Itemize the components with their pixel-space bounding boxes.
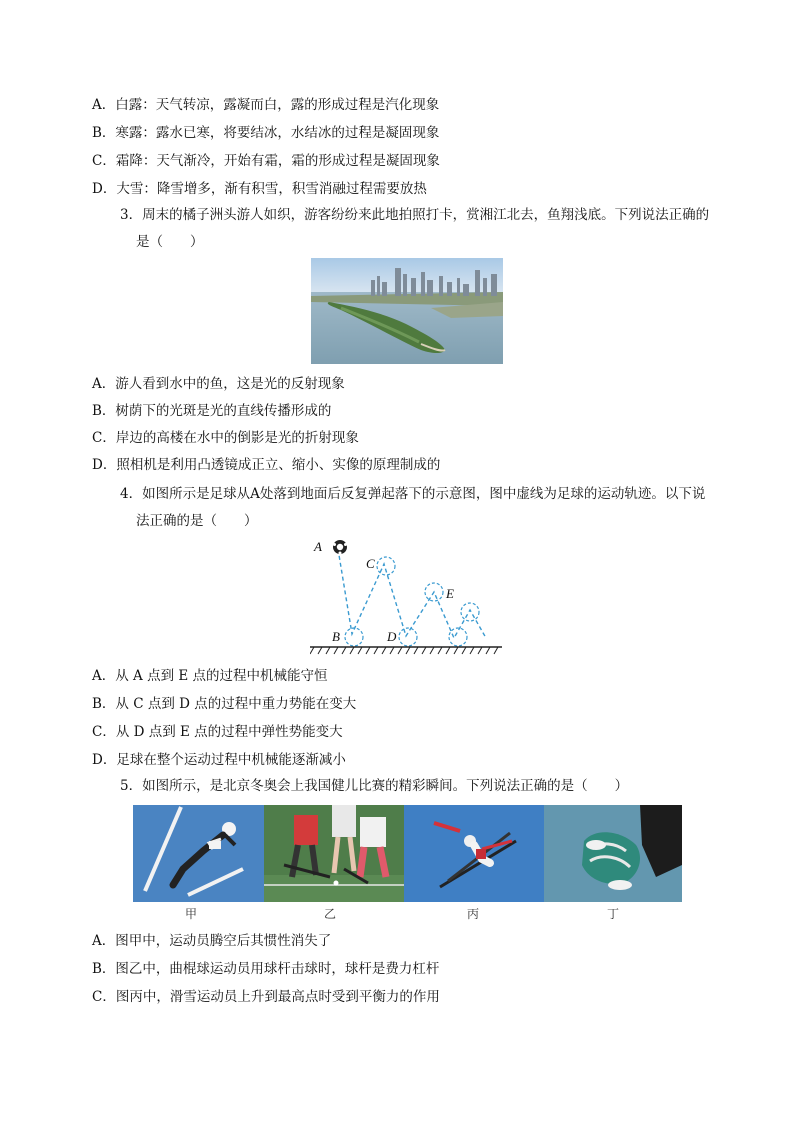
- ball-position-6: [461, 603, 479, 621]
- label-b: B: [332, 629, 340, 644]
- q3-stem-line2: 是（ ）: [136, 234, 204, 250]
- photo-ding-skating: [544, 805, 682, 902]
- q2-option-b: B．寒露：露水已寒，将要结冰，水结冰的过程是凝固现象: [92, 125, 440, 141]
- label-a: A: [314, 539, 322, 554]
- q5-option-c: C．图丙中，滑雪运动员上升到最高点时受到平衡力的作用: [92, 989, 440, 1005]
- photo-yi-hockey: [264, 805, 404, 902]
- q5-option-a: A．图甲中，运动员腾空后其惯性消失了: [92, 933, 332, 949]
- orange-island-illustration: [311, 258, 503, 364]
- caption-jia: 甲: [185, 907, 198, 921]
- caption-ding: 丁: [607, 907, 620, 921]
- q2-option-d: D．大雪：降雪增多，渐有积雪，积雪消融过程需要放热: [92, 181, 427, 197]
- ball-position-b: [345, 628, 363, 646]
- ball-bounce-diagram: [310, 534, 506, 658]
- q4-option-c: C．从 D 点到 E 点的过程中弹性势能变大: [92, 724, 343, 740]
- q3-stem-line1: 3．周末的橘子洲头游人如织，游客纷纷来此地拍照打卡，赏湘江北去，鱼翔浅底。下列说法正确的: [120, 207, 710, 223]
- photo-bing-freestyle-ski: [404, 805, 544, 902]
- ball-position-d: [399, 628, 417, 646]
- label-e: E: [446, 586, 454, 601]
- q2-option-a: A．白露：天气转凉，露凝而白，露的形成过程是汽化现象: [92, 97, 440, 113]
- q3-option-b: B．树荫下的光斑是光的直线传播形成的: [92, 403, 332, 419]
- q3-option-d: D．照相机是利用凸透镜成正立、缩小、实像的原理制成的: [92, 457, 441, 473]
- label-c: C: [366, 556, 375, 571]
- q4-option-d: D．足球在整个运动过程中机械能逐渐减小: [92, 752, 346, 768]
- q5-option-b: B．图乙中，曲棍球运动员用球杆击球时，球杆是费力杠杆: [92, 961, 440, 977]
- q4-option-b: B．从 C 点到 D 点的过程中重力势能在变大: [92, 696, 357, 712]
- label-d: D: [387, 629, 397, 644]
- q3-option-a: A．游人看到水中的鱼，这是光的反射现象: [92, 376, 345, 392]
- q3-option-c: C．岸边的高楼在水中的倒影是光的折射现象: [92, 430, 359, 446]
- q4-option-a: A．从 A 点到 E 点的过程中机械能守恒: [92, 668, 328, 684]
- caption-yi: 乙: [324, 907, 337, 921]
- q4-stem-line2: 法正确的是（ ）: [136, 513, 258, 529]
- ball-position-5: [449, 628, 467, 646]
- q4-stem-line1: 4．如图所示是足球从A处落到地面后反复弹起落下的示意图，图中虚线为足球的运动轨迹。以下说: [120, 486, 706, 502]
- trajectory-path: [338, 549, 486, 638]
- orange-island-photo: [311, 258, 503, 364]
- caption-bing: 丙: [467, 907, 480, 921]
- photo-jia-ski-jump: [133, 805, 264, 902]
- q5-stem: 5．如图所示，是北京冬奥会上我国健儿比赛的精彩瞬间。下列说法正确的是（ ）: [120, 778, 629, 794]
- q2-option-c: C．霜降：天气渐冷，开始有霜，霜的形成过程是凝固现象: [92, 153, 440, 169]
